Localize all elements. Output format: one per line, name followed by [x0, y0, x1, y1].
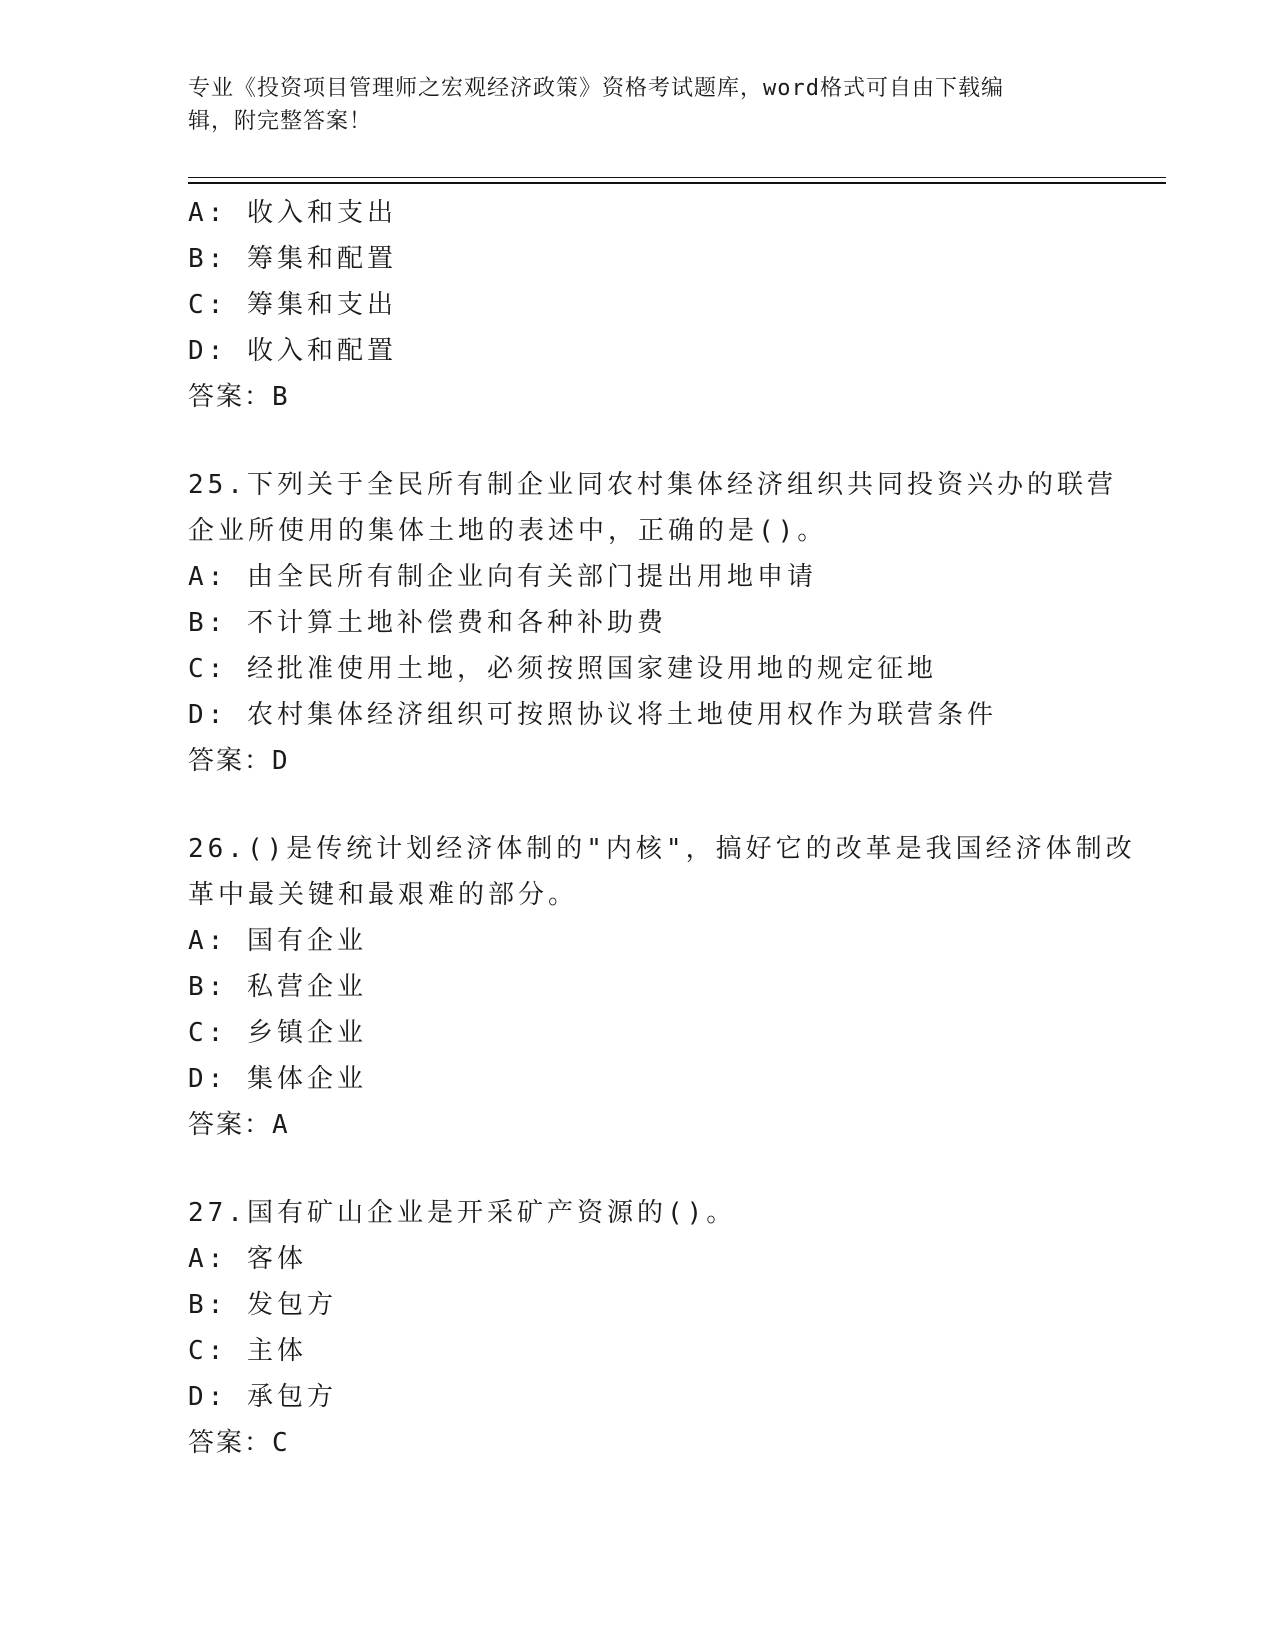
question-stem-continued: 企业所使用的集体土地的表述中，正确的是()。 — [188, 516, 828, 546]
question-stem: 25.下列关于全民所有制企业同农村集体经济组织共同投资兴办的联营 — [188, 470, 1117, 500]
question-24 — [188, 190, 1088, 420]
question-stem-continued: 革中最关键和最艰难的部分。 — [188, 880, 579, 910]
option-d: D: 收入和配置 — [188, 336, 397, 366]
question-list — [188, 190, 1136, 1466]
option-b: B: 不计算土地补偿费和各种补助费 — [188, 608, 667, 638]
option-a: A: 收入和支出 — [188, 198, 397, 228]
question-stem: 27.国有矿山企业是开采矿产资源的()。 — [188, 1198, 737, 1228]
option-a: A: 由全民所有制企业向有关部门提出用地申请 — [188, 562, 817, 592]
answer-line: 答案：A — [188, 1110, 290, 1140]
spacer — [188, 784, 1088, 826]
header-line-1: 专业《投资项目管理师之宏观经济政策》资格考试题库，word格式可自由下载编 — [188, 76, 1004, 101]
header-divider-thick — [188, 182, 1166, 184]
document-header — [188, 72, 1088, 138]
header-divider-thin — [188, 177, 1166, 178]
option-d: D: 承包方 — [188, 1382, 337, 1412]
option-c: C: 乡镇企业 — [188, 1018, 367, 1048]
question-stem: 26.()是传统计划经济体制的"内核"，搞好它的改革是我国经济体制改 — [188, 834, 1136, 864]
option-a: A: 国有企业 — [188, 926, 367, 956]
header-line-2: 辑，附完整答案！ — [188, 109, 373, 134]
option-b: B: 发包方 — [188, 1290, 337, 1320]
option-d: D: 农村集体经济组织可按照协议将土地使用权作为联营条件 — [188, 700, 997, 730]
question-27 — [188, 1190, 1088, 1466]
option-c: C: 筹集和支出 — [188, 290, 397, 320]
answer-line: 答案：D — [188, 746, 290, 776]
spacer — [188, 420, 1088, 462]
option-c: C: 主体 — [188, 1336, 307, 1366]
answer-line: 答案：B — [188, 382, 290, 412]
question-25 — [188, 462, 1117, 784]
option-a: A: 客体 — [188, 1244, 307, 1274]
option-d: D: 集体企业 — [188, 1064, 367, 1094]
question-26 — [188, 826, 1136, 1148]
spacer — [188, 1148, 1088, 1190]
option-b: B: 筹集和配置 — [188, 244, 397, 274]
answer-line: 答案：C — [188, 1428, 290, 1458]
option-b: B: 私营企业 — [188, 972, 367, 1002]
option-c: C: 经批准使用土地，必须按照国家建设用地的规定征地 — [188, 654, 937, 684]
